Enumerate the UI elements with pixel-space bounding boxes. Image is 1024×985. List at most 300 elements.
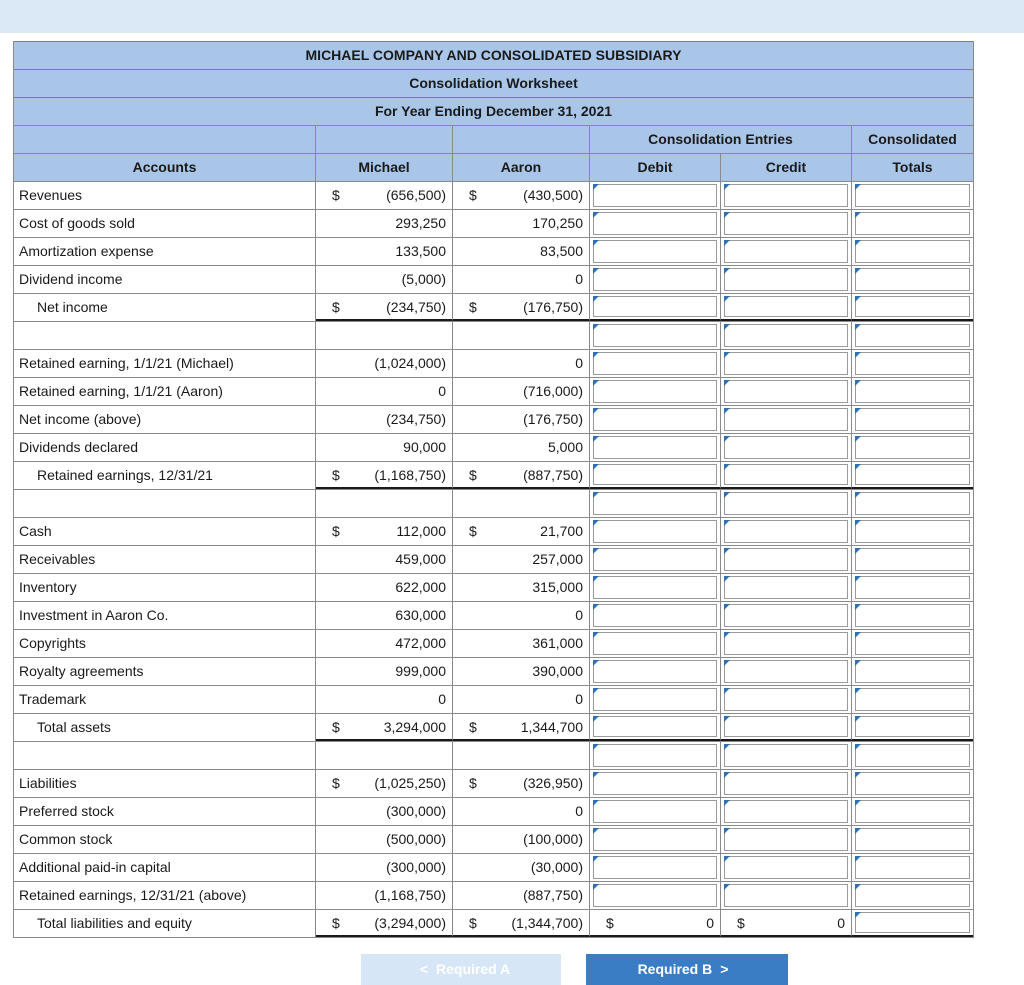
consolidated-input[interactable] <box>855 296 970 317</box>
aaron-value: (887,750) <box>523 887 583 903</box>
debit-input[interactable] <box>593 856 717 879</box>
consolidated-input-cell <box>852 854 973 881</box>
dollar-sign: $ <box>332 915 340 931</box>
credit-input[interactable] <box>724 688 848 711</box>
consolidated-input[interactable] <box>855 184 970 207</box>
aaron-value-cell <box>453 686 590 713</box>
account-label: Total liabilities and equity <box>14 910 316 937</box>
account-label: Retained earnings, 12/31/21 (above) <box>14 882 316 909</box>
debit-input-cell <box>590 798 721 825</box>
header-row-1 <box>14 125 973 153</box>
michael-value: (1,025,250) <box>374 775 446 791</box>
account-label: Amortization expense <box>14 238 316 265</box>
michael-value-cell <box>316 602 453 629</box>
account-label: Liabilities <box>14 770 316 797</box>
michael-value-cell <box>316 630 453 657</box>
table-row <box>14 181 973 209</box>
debit-input-cell <box>590 182 721 209</box>
aaron-value: (430,500) <box>523 187 583 203</box>
credit-input-cell <box>721 602 852 629</box>
debit-input-cell <box>590 350 721 377</box>
table-row <box>14 909 973 937</box>
aaron-value-cell <box>453 182 590 209</box>
michael-value-cell <box>316 378 453 405</box>
aaron-value: 0 <box>575 691 583 707</box>
debit-input[interactable] <box>593 800 717 823</box>
debit-input[interactable] <box>593 660 717 683</box>
dollar-sign: $ <box>332 299 340 315</box>
debit-input[interactable] <box>593 268 717 291</box>
aaron-value: 0 <box>575 803 583 819</box>
aaron-value-cell <box>453 434 590 461</box>
consolidated-input[interactable] <box>855 464 970 485</box>
consolidated-input[interactable] <box>855 576 970 599</box>
debit-input-cell <box>590 714 721 741</box>
credit-input[interactable] <box>724 296 848 317</box>
aaron-value-cell <box>453 602 590 629</box>
consolidated-input[interactable] <box>855 380 970 403</box>
debit-input[interactable] <box>593 604 717 627</box>
credit-input-cell <box>721 742 852 769</box>
credit-input-cell <box>721 490 852 517</box>
aaron-value: 257,000 <box>532 551 583 567</box>
credit-input-cell <box>721 546 852 573</box>
aaron-value: 390,000 <box>532 663 583 679</box>
aaron-value: (716,000) <box>523 383 583 399</box>
consolidated-input[interactable] <box>855 884 970 907</box>
debit-input[interactable] <box>593 296 717 317</box>
table-row <box>14 629 973 657</box>
michael-value: 293,250 <box>395 215 446 231</box>
credit-input[interactable] <box>724 856 848 879</box>
worksheet-title: Consolidation Worksheet <box>14 69 973 97</box>
debit-input-cell <box>590 378 721 405</box>
michael-value: 3,294,000 <box>383 719 446 735</box>
aaron-value-cell <box>453 462 590 489</box>
consolidated-input[interactable] <box>855 604 970 627</box>
michael-value-cell <box>316 350 453 377</box>
debit-input[interactable] <box>593 212 717 235</box>
aaron-value-cell <box>453 238 590 265</box>
consolidated-input-cell <box>852 686 973 713</box>
credit-input[interactable] <box>724 212 848 235</box>
credit-input-cell <box>721 882 852 909</box>
michael-value: 90,000 <box>403 439 446 455</box>
table-row <box>14 797 973 825</box>
aaron-value-cell <box>453 882 590 909</box>
michael-value-cell <box>316 826 453 853</box>
aaron-value-cell <box>453 546 590 573</box>
account-label: Additional paid-in capital <box>14 854 316 881</box>
debit-input-cell <box>590 742 721 769</box>
michael-value-cell <box>316 266 453 293</box>
aaron-value-cell <box>453 574 590 601</box>
debit-input-cell <box>590 294 721 321</box>
credit-input-cell <box>721 238 852 265</box>
debit-input[interactable] <box>593 716 717 737</box>
dollar-sign: $ <box>332 187 340 203</box>
required-a-button[interactable] <box>361 954 561 985</box>
aaron-value-cell <box>453 378 590 405</box>
table-row <box>14 377 973 405</box>
credit-input[interactable] <box>724 520 848 543</box>
aaron-value-cell <box>453 798 590 825</box>
account-label: Copyrights <box>14 630 316 657</box>
table-row <box>14 433 973 461</box>
credit-input[interactable] <box>724 884 848 907</box>
debit-input[interactable] <box>593 772 717 795</box>
credit-input[interactable] <box>724 828 848 851</box>
accounts-header: Accounts <box>14 154 316 181</box>
consolidated-input-cell <box>852 350 973 377</box>
michael-value-cell <box>316 182 453 209</box>
debit-input[interactable] <box>593 632 717 655</box>
consolidated-input[interactable] <box>855 744 970 767</box>
credit-input-cell <box>721 770 852 797</box>
debit-input-cell <box>590 826 721 853</box>
credit-input[interactable] <box>724 660 848 683</box>
aaron-value: 0 <box>575 355 583 371</box>
account-label: Dividends declared <box>14 434 316 461</box>
credit-input[interactable] <box>724 632 848 655</box>
credit-input[interactable] <box>724 324 848 347</box>
credit-input-cell <box>721 798 852 825</box>
debit-input[interactable] <box>593 184 717 207</box>
consolidated-input[interactable] <box>855 856 970 879</box>
aaron-value: 1,344,700 <box>520 719 583 735</box>
debit-input-cell <box>590 490 721 517</box>
credit-input-cell <box>721 322 852 349</box>
debit-input[interactable] <box>593 352 717 375</box>
consolidated-input-cell <box>852 742 973 769</box>
michael-value: (234,750) <box>386 299 446 315</box>
aaron-value: (1,344,700) <box>511 915 583 931</box>
debit-input-cell <box>590 546 721 573</box>
table-row <box>14 685 973 713</box>
consolidated-input[interactable] <box>855 520 970 543</box>
aaron-value-cell <box>453 770 590 797</box>
debit-input[interactable] <box>593 884 717 907</box>
aaron-value: (30,000) <box>530 859 583 875</box>
debit-input-cell <box>590 602 721 629</box>
consolidated-input[interactable] <box>855 408 970 431</box>
account-label: Inventory <box>14 574 316 601</box>
table-row <box>14 209 973 237</box>
consolidated-input-cell <box>852 518 973 545</box>
credit-input[interactable] <box>724 716 848 737</box>
debit-input-cell <box>590 238 721 265</box>
credit-input-cell <box>721 210 852 237</box>
consolidated-input-cell <box>852 714 973 741</box>
account-label: Revenues <box>14 182 316 209</box>
debit-input-cell <box>590 462 721 489</box>
credit-input[interactable] <box>724 548 848 571</box>
account-label: Cash <box>14 518 316 545</box>
michael-value: (656,500) <box>386 187 446 203</box>
consolidated-input[interactable] <box>855 660 970 683</box>
michael-value: 112,000 <box>396 523 446 539</box>
consolidated-input-cell <box>852 770 973 797</box>
dollar-sign: $ <box>469 467 477 483</box>
consolidated-input[interactable] <box>855 716 970 737</box>
header-row-2 <box>14 153 973 181</box>
aaron-value-cell <box>453 350 590 377</box>
debit-input-cell <box>590 854 721 881</box>
debit-input[interactable] <box>593 520 717 543</box>
credit-input[interactable] <box>724 268 848 291</box>
consolidated-input[interactable] <box>855 324 970 347</box>
consolidated-input[interactable] <box>855 548 970 571</box>
consolidated-input-cell <box>852 602 973 629</box>
consolidated-input-cell <box>852 182 973 209</box>
michael-value-cell <box>316 798 453 825</box>
michael-header: Michael <box>316 154 453 181</box>
dollar-sign: $ <box>332 467 340 483</box>
top-banner <box>0 0 1024 33</box>
michael-value: 630,000 <box>395 607 446 623</box>
aaron-value-cell <box>453 266 590 293</box>
aaron-value-cell <box>453 294 590 321</box>
consolidated-input-cell <box>852 826 973 853</box>
credit-input[interactable] <box>724 380 848 403</box>
debit-input[interactable] <box>593 380 717 403</box>
table-row <box>14 601 973 629</box>
aaron-value: 5,000 <box>547 439 583 455</box>
aaron-value-cell <box>453 854 590 881</box>
consolidated-input-cell <box>852 322 973 349</box>
aaron-value: (887,750) <box>523 467 583 483</box>
account-label: Trademark <box>14 686 316 713</box>
michael-value: 459,000 <box>395 551 446 567</box>
debit-input[interactable] <box>593 688 717 711</box>
debit-input[interactable] <box>593 324 717 347</box>
consolidated-input-cell <box>852 546 973 573</box>
company-title: MICHAEL COMPANY AND CONSOLIDATED SUBSIDIARY <box>14 41 973 69</box>
aaron-value: 361,000 <box>532 635 583 651</box>
dollar-sign: $ <box>469 187 477 203</box>
aaron-value-cell <box>453 658 590 685</box>
consolidated-input-cell <box>852 406 973 433</box>
debit-input[interactable] <box>593 408 717 431</box>
consolidated-input[interactable] <box>855 800 970 823</box>
debit-input[interactable] <box>593 744 717 767</box>
michael-value-cell <box>316 434 453 461</box>
credit-input-cell <box>721 630 852 657</box>
debit-input[interactable] <box>593 492 717 515</box>
credit-input[interactable] <box>724 772 848 795</box>
credit-input[interactable] <box>724 492 848 515</box>
chevron-right-icon: > <box>720 961 729 977</box>
table-row <box>14 461 973 489</box>
consolidated-input[interactable] <box>855 212 970 235</box>
account-label: Retained earnings, 12/31/21 <box>14 462 316 489</box>
spacer-row <box>14 321 973 349</box>
credit-input[interactable] <box>724 184 848 207</box>
aaron-value-cell <box>453 406 590 433</box>
michael-value: (234,750) <box>386 411 446 427</box>
credit-input[interactable] <box>724 352 848 375</box>
period-title: For Year Ending December 31, 2021 <box>14 97 973 125</box>
table-row <box>14 405 973 433</box>
table-row <box>14 349 973 377</box>
account-label: Retained earning, 1/1/21 (Michael) <box>14 350 316 377</box>
consolidated-input[interactable] <box>855 688 970 711</box>
required-b-button[interactable] <box>586 954 788 985</box>
consolidation-worksheet <box>13 41 974 938</box>
credit-input[interactable] <box>724 436 848 459</box>
consolidated-input-cell <box>852 462 973 489</box>
spacer-row <box>14 489 973 517</box>
consolidated-input-cell <box>852 490 973 517</box>
aaron-value-cell <box>453 518 590 545</box>
dollar-sign: $ <box>332 775 340 791</box>
credit-input[interactable] <box>724 604 848 627</box>
credit-input-cell <box>721 826 852 853</box>
michael-value: (3,294,000) <box>374 915 446 931</box>
consolidated-input-cell <box>852 798 973 825</box>
credit-input-cell <box>721 406 852 433</box>
michael-value: (1,168,750) <box>374 887 446 903</box>
table-row <box>14 237 973 265</box>
aaron-value-cell <box>453 210 590 237</box>
credit-input-cell <box>721 686 852 713</box>
dollar-sign: $ <box>332 719 340 735</box>
consolidated-input[interactable] <box>855 632 970 655</box>
credit-input-cell <box>721 294 852 321</box>
dollar-sign: $ <box>469 915 477 931</box>
michael-value-cell <box>316 714 453 741</box>
consolidated-input-cell <box>852 378 973 405</box>
table-row <box>14 825 973 853</box>
account-label: Cost of goods sold <box>14 210 316 237</box>
consolidated-input[interactable] <box>855 352 970 375</box>
aaron-value: (100,000) <box>523 831 583 847</box>
aaron-value-cell <box>453 630 590 657</box>
credit-input[interactable] <box>724 800 848 823</box>
aaron-value-cell <box>453 910 590 937</box>
debit-input[interactable] <box>593 576 717 599</box>
debit-input[interactable] <box>593 240 717 263</box>
credit-input[interactable] <box>724 464 848 485</box>
michael-value-cell <box>316 574 453 601</box>
consolidated-input[interactable] <box>855 828 970 851</box>
table-row <box>14 713 973 741</box>
debit-input-cell <box>590 770 721 797</box>
credit-total-cell <box>721 910 852 937</box>
consolidated-input-cell <box>852 574 973 601</box>
credit-input-cell <box>721 266 852 293</box>
debit-input[interactable] <box>593 464 717 485</box>
credit-input-cell <box>721 518 852 545</box>
michael-value-cell <box>316 294 453 321</box>
table-row <box>14 265 973 293</box>
required-b-label: Required B <box>637 961 713 977</box>
table-row <box>14 657 973 685</box>
account-label: Common stock <box>14 826 316 853</box>
debit-header: Debit <box>590 154 721 181</box>
consolidated-input[interactable] <box>855 436 970 459</box>
debit-total-cell <box>590 910 721 937</box>
credit-input-cell <box>721 714 852 741</box>
michael-value: (300,000) <box>386 803 446 819</box>
account-label: Retained earning, 1/1/21 (Aaron) <box>14 378 316 405</box>
table-row <box>14 293 973 321</box>
consolidated-input[interactable] <box>855 240 970 263</box>
debit-input-cell <box>590 574 721 601</box>
debit-input[interactable] <box>593 548 717 571</box>
aaron-value: (176,750) <box>523 411 583 427</box>
michael-value-cell <box>316 238 453 265</box>
debit-input[interactable] <box>593 436 717 459</box>
account-label: Net income (above) <box>14 406 316 433</box>
michael-value-cell <box>316 686 453 713</box>
consolidation-entries-header: Consolidation Entries <box>590 126 852 153</box>
aaron-value-cell <box>453 826 590 853</box>
credit-input[interactable] <box>724 408 848 431</box>
michael-value: 472,000 <box>395 635 446 651</box>
consolidated-input-cell <box>852 294 973 321</box>
michael-value: (1,024,000) <box>374 355 446 371</box>
debit-input-cell <box>590 266 721 293</box>
debit-input-cell <box>590 630 721 657</box>
consolidated-input-cell <box>852 658 973 685</box>
michael-value-cell <box>316 882 453 909</box>
michael-value-cell <box>316 910 453 937</box>
credit-input-cell <box>721 378 852 405</box>
dollar-sign: $ <box>469 523 477 539</box>
consolidated-input[interactable] <box>855 772 970 795</box>
michael-value: (5,000) <box>401 271 446 287</box>
consolidated-header: Consolidated <box>868 131 957 147</box>
account-label: Investment in Aaron Co. <box>14 602 316 629</box>
credit-input-cell <box>721 658 852 685</box>
michael-value: 622,000 <box>395 579 446 595</box>
credit-input-cell <box>721 462 852 489</box>
michael-value-cell <box>316 210 453 237</box>
michael-value: 0 <box>438 691 446 707</box>
dollar-sign: $ <box>737 915 745 931</box>
debit-total: 0 <box>706 915 714 931</box>
debit-input-cell <box>590 518 721 545</box>
debit-input[interactable] <box>593 828 717 851</box>
credit-input[interactable] <box>724 744 848 767</box>
consolidated-input[interactable] <box>855 492 970 515</box>
consolidated-input-cell <box>852 882 973 909</box>
aaron-value: (176,750) <box>523 299 583 315</box>
michael-value: 999,000 <box>395 663 446 679</box>
aaron-value: (326,950) <box>523 775 583 791</box>
consolidated-input-cell <box>852 434 973 461</box>
consolidated-input[interactable] <box>855 268 970 291</box>
credit-input[interactable] <box>724 240 848 263</box>
consolidated-input-cell <box>852 630 973 657</box>
credit-input-cell <box>721 434 852 461</box>
debit-input-cell <box>590 210 721 237</box>
michael-value: (500,000) <box>386 831 446 847</box>
michael-value: (1,168,750) <box>374 467 446 483</box>
michael-value-cell <box>316 770 453 797</box>
consolidated-input[interactable] <box>855 912 970 933</box>
debit-input-cell <box>590 686 721 713</box>
account-label: Preferred stock <box>14 798 316 825</box>
credit-input[interactable] <box>724 576 848 599</box>
debit-input-cell <box>590 322 721 349</box>
account-label: Total assets <box>14 714 316 741</box>
aaron-value: 83,500 <box>540 243 583 259</box>
debit-input-cell <box>590 882 721 909</box>
credit-input-cell <box>721 854 852 881</box>
credit-input-cell <box>721 182 852 209</box>
